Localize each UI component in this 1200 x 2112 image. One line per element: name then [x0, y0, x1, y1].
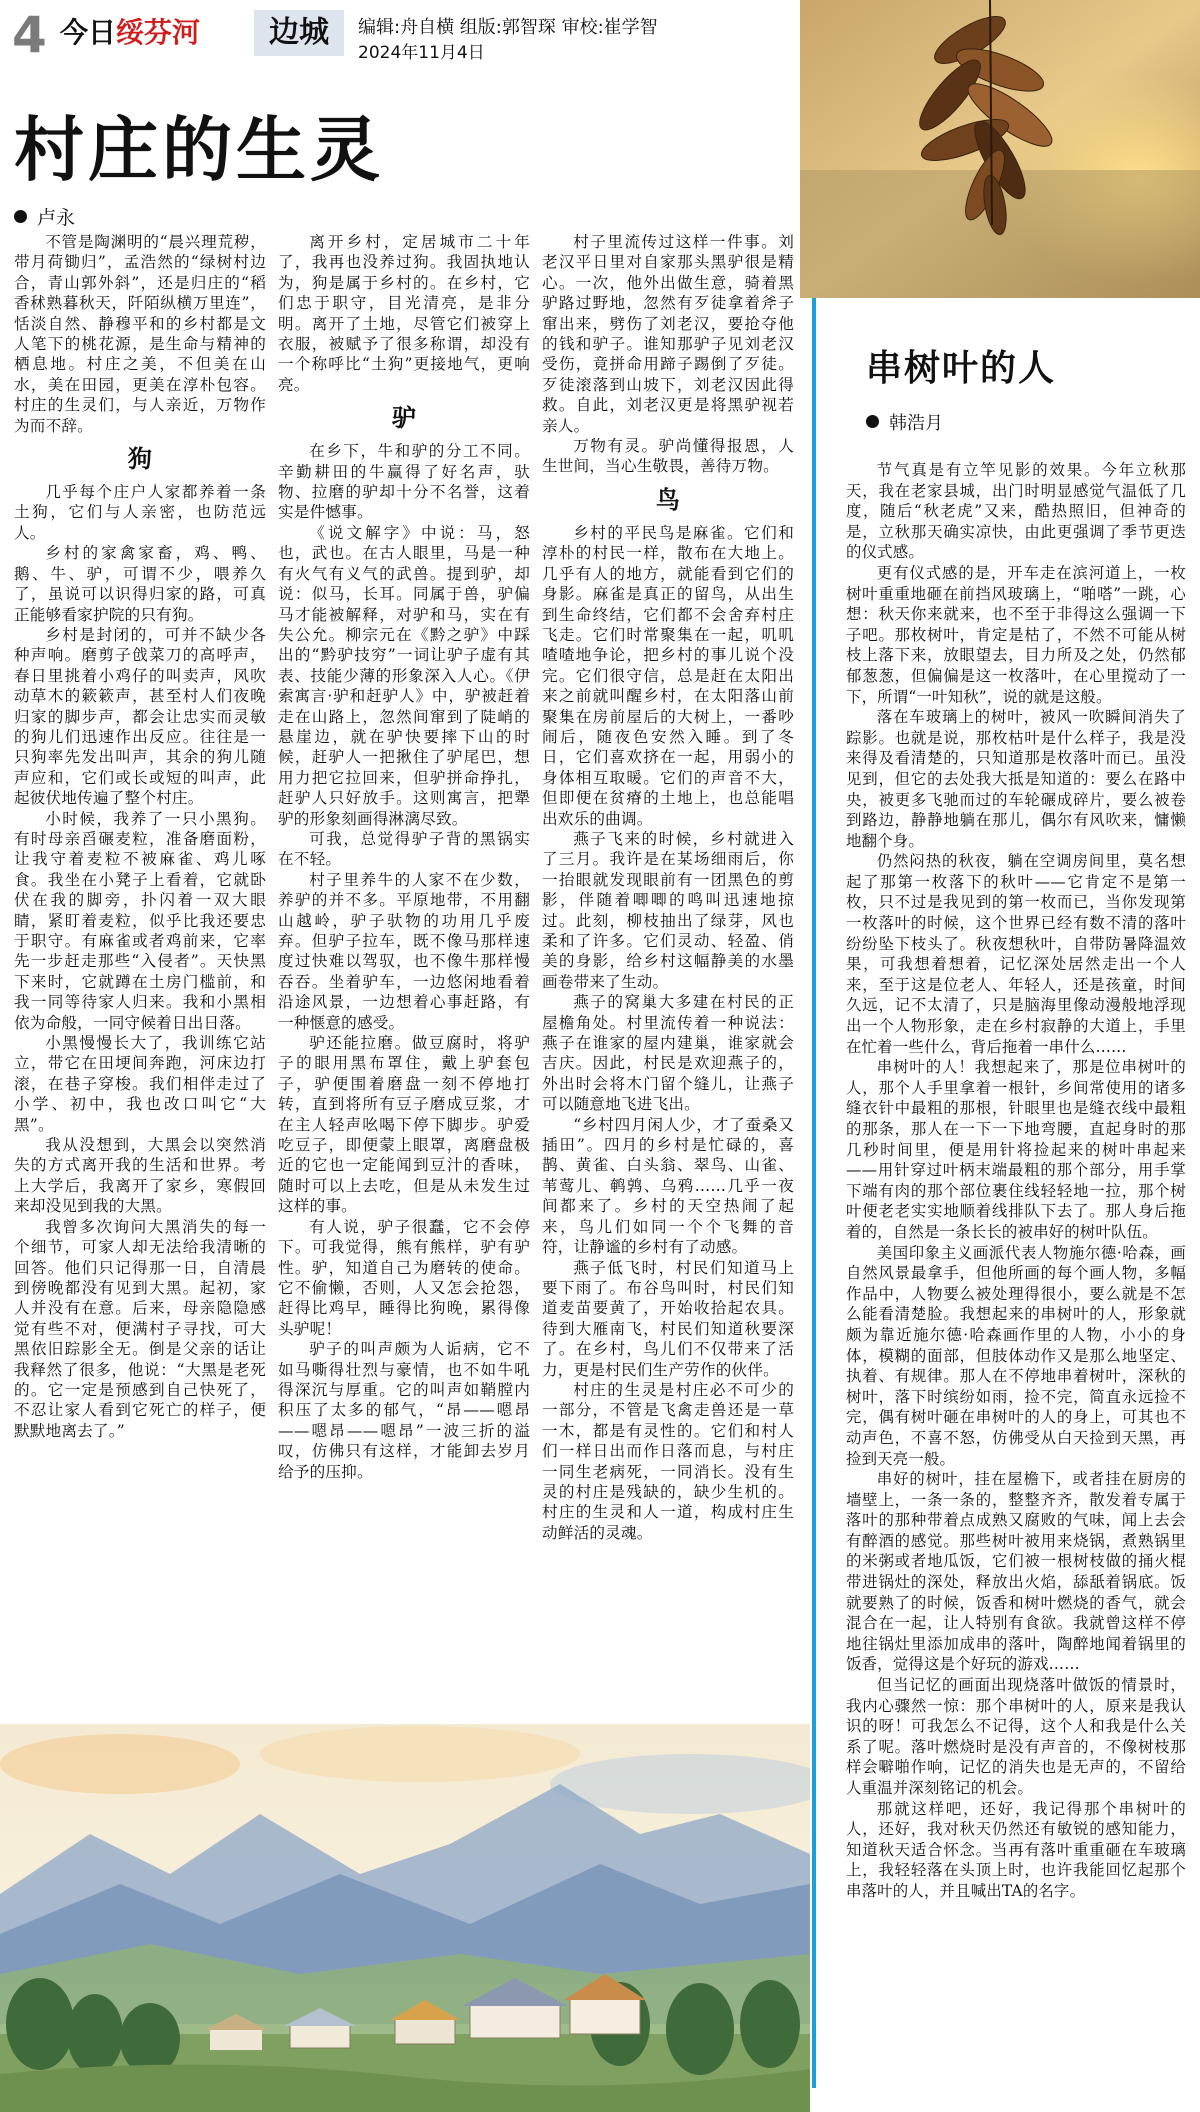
paragraph: 小时候，我养了一只小黑狗。有时母亲舀碾麦粒，准备磨面粉，让我守着麦粒不被麻雀、鸡儿啄食。我坐在小凳子上看着，它就卧伏在我的脚旁，扑闪着一双大眼睛，紧盯着麦粒，似乎比我还要忠于职守。有麻雀或者鸡前来，它率先一步赶走那些“入侵者”。天快黑下来时，它就蹲在土房门槛前，和我一同等待家人归来。我和小黑相依为命般，一同守候着日出日落。 — [14, 809, 266, 1032]
paragraph: 串好的树叶，挂在屋檐下，或者挂在厨房的墙壁上，一条一条的，整整齐齐，散发着专属于落叶的那种带着点成熟又腐败的气味，闻上去会有醉酒的感觉。那些树叶被用来烧锅，煮熟锅里的米粥或者地瓜饭，它们被一根树枝做的捅火棍带进锅灶的深处，释放出火焰，舔舐着锅底。饭就要熟了的时候，饭香和树叶燃烧的香气，就会混合在一起，让人特别有食欲。我就曾这样不停地往锅灶里添加成串的落叶，陶醉地闻着锅里的饭香，觉得这是个好玩的游戏…… — [846, 1470, 1186, 1674]
village-watercolor-painting — [0, 1724, 810, 2112]
section-name: 边城 — [254, 10, 344, 56]
paragraph: 燕子飞来的时候，乡村就进入了三月。我许是在某场细雨后，你一抬眼就发现眼前有一团黑色的剪影，伴随着唧唧的鸣叫迅速地掠过。此刻，柳枝抽出了绿芽，风也柔和了许多。它们灵动、轻盈、俏美的身影，给乡村这幅静美的水墨画卷带来了生动。 — [542, 829, 794, 991]
paragraph: 那就这样吧，还好，我记得那个串树叶的人，还好，我对秋天仍然还有敏锐的感知能力，知道秋天适合怀念。当再有落叶重重砸在车玻璃上，我轻轻落在头顶上时，也许我能回忆起那个串落叶的人，并且喊出TA的名字。 — [846, 1799, 1186, 1900]
paragraph: 在乡下，牛和驴的分工不同。辛勤耕田的牛赢得了好名声，驮物、拉磨的驴却十分不名誉，这着实是件憾事。 — [278, 442, 530, 522]
paragraph: 可我，总觉得驴子背的黑锅实在不轻。 — [278, 829, 530, 869]
paragraph: 但当记忆的画面出现烧落叶做饭的情景时，我内心骤然一惊：那个串树叶的人，原来是我认识的呀！可我怎么不记得，这个人和我是什么关系了呢。落叶燃烧时是没有声音的，不像树枝那样会噼啪作响，记忆的消失也是无声的，不留给人重温并深刻铭记的机会。 — [846, 1676, 1186, 1797]
paragraph: 村子里养牛的人家不在少数，养驴的并不多。平原地带，不用翻山越岭，驴子驮物的功用几乎废弃。但驴子拉车，既不像马那样速度过快难以驾驭，也不像牛那样慢吞吞。坐着驴车，一边悠闲地看着沿途风景，一边想着心事赶路，有一种惬意的感受。 — [278, 870, 530, 1032]
bullet-dot — [14, 210, 27, 223]
hanging-leaves-photo — [800, 0, 1200, 298]
section-heading-donkey: 驴 — [391, 404, 417, 433]
article1-column-3 — [542, 232, 794, 1712]
paragraph: 乡村的家禽家畜，鸡、鸭、鹅、牛、驴，可谓不少，喂养久了，虽说可以识得归家的路，可真正能够看家护院的只有狗。 — [14, 544, 266, 624]
article1-intro: 不管是陶渊明的“晨兴理荒秽，带月荷锄归”，孟浩然的“绿树村边合，青山郭外斜”，还是归庄的“稻香秫熟暮秋天，阡陌纵横万里连”，恬淡自然、静穆平和的乡村都是文人笔下的桃花源，是生命与精神的栖息地。村庄之美，不但美在山水，美在田园，更美在淳朴包容。村庄的生灵们，与人亲近，万物作为而不辞。 — [14, 233, 266, 435]
paragraph: 乡村是封闭的，可并不缺少各种声响。磨剪子戗菜刀的高呼声，春日里挑着小鸡仔的叫卖声，风吹动草木的簌簌声，甚至村人们夜晚归家的脚步声，都会让忠实而灵敏的狗儿们迅速作出反应。往往是一只狗率先发出叫声，其余的狗儿随声应和，它们或长或短的叫声，此起彼伏地传遍了整个村庄。 — [14, 625, 266, 808]
paragraph: 仍然闷热的秋夜，躺在空调房间里，莫名想起了那第一枚落下的秋叶——它肯定不是第一枚，只不过是我见到的第一枚而已，当你发现第一枚落叶的时候，这个世界已经有数不清的落叶纷纷坠下枝头了。秋夜想秋叶，自带防暑降温效果，可我想着想着，记忆深处居然走出一个人来，至于这是位老人、年轻人，还是孩童，时间久远，记不太清了，只是脑海里像动漫般地浮现出一个人物形象，走在乡村寂静的大道上，手里在忙着一些什么，背后拖着一串什么…… — [846, 852, 1186, 1056]
article1-byline — [14, 206, 75, 230]
paragraph: 燕子低飞时，村民们知道马上要下雨了。布谷鸟叫时，村民们知道麦苗要黄了，开始收拾起农具。待到大雁南飞，村民们知道秋要深了。在乡村，鸟儿们不仅带来了活力，更是村民们生产劳作的伙伴。 — [542, 1258, 794, 1379]
editor-credits: 编辑:舟自横 组版:郭智琛 审校:崔学智 — [358, 17, 658, 38]
paragraph: 乡村的平民鸟是麻雀。它们和淳朴的村民一样，散布在大地上。几乎有人的地方，就能看到它们的身影。麻雀是真正的留鸟，从出生到生命终结，它们都不会舍弃村庄飞走。它们时常聚集在一起，叽叽喳喳地争论，把乡村的事儿说个没完。它们很守信，总是赶在太阳出来之前就叫醒乡村，在太阳落山前聚集在房前屋后的大树上，一番吵闹后，随夜色安然入睡。到了冬日，它们喜欢挤在一起，用弱小的身体相互取暖。它们的声音不大，但即便在贫瘠的土地上，也总能唱出欢乐的曲调。 — [542, 523, 794, 828]
paragraph: 万物有灵。驴尚懂得报恩，人生世间，当心生敬畏，善待万物。 — [542, 437, 794, 476]
hanging-leaves-illustration — [800, 0, 1200, 298]
article2-column — [846, 460, 1186, 2106]
article2-title: 串树叶的人 — [866, 347, 1057, 389]
article1-column-1 — [14, 232, 266, 1712]
village-landscape-illustration — [0, 1724, 810, 2112]
paragraph: 《说文解字》中说：马，怒也，武也。在古人眼里，马是一种有火气有义气的武兽。提到驴，却说：似马，长耳。同属于兽，驴偏马才能被解释，对驴和马，实在有失公允。柳宗元在《黔之驴》中踩出的“黔驴技穷”一词让驴子虚有其表、技能少薄的形象深入人心。《伊索寓言·驴和赶驴人》中，驴被赶着走在山路上，忽然间窜到了陡峭的悬崖边，就在驴快要摔下山的时候，赶驴人一把揪住了驴尾巴，想用力把它拉回来，但驴拼命挣扎，赶驴人只好放手。这则寓言，把犟驴的形象刻画得淋漓尽致。 — [278, 523, 530, 828]
paragraph: 有人说，驴子很蠢，它不会停下。可我觉得，熊有熊样，驴有驴性。驴，知道自己为磨转的使命。它不偷懒，否则，人又怎会抢怨，赶得比鸡早，睡得比狗晚，累得像头驴呢！ — [278, 1217, 530, 1338]
paragraph: 我从没想到，大黑会以突然消失的方式离开我的生活和世界。考上大学后，我离开了家乡，寒假回来却没见到我的大黑。 — [14, 1136, 266, 1216]
paragraph: 落在车玻璃上的树叶，被风一吹瞬间消失了踪影。也就是说，那枚枯叶是什么样子，我是没来得及看清楚的，只知道那是枚落叶而已。虽没见到，但它的去处我大抵是知道的：要么在路中央，被更多飞驰而过的车轮碾成碎片，要么被卷到路边，静静地躺在那儿，偶尔有风吹来，慵懒地翻个身。 — [846, 708, 1186, 850]
paragraph: 节气真是有立竿见影的效果。今年立秋那天，我在老家县城，出门时明显感觉气温低了几度，随后“秋老虎”又来，酷热照旧，但神奇的是，立秋那天确实凉快，由此更强调了季节更迭的仪式感。 — [846, 461, 1186, 562]
paragraph: 村子里流传过这样一件事。刘老汉平日里对自家那头黑驴很是精心。一次，他外出做生意，骑着黑驴路过野地，忽然有歹徒拿着斧子窜出来，劈伤了刘老汉，要抢夺他的钱和驴子。谁知那驴子见刘老汉受伤，竟拼命用蹄子踢倒了歹徒。歹徒滚落到山坡下，刘老汉因此得救。自此，刘老汉更是将黑驴视若亲人。 — [542, 233, 794, 435]
article1-column-2 — [278, 232, 530, 1712]
paragraph: 几乎每个庄户人家都养着一条土狗，它们与人亲密，也防范远人。 — [14, 483, 266, 542]
column-divider — [812, 298, 816, 2088]
newspaper-name-part1: 今日 — [60, 16, 117, 49]
article1-title: 村庄的生灵 — [14, 108, 384, 191]
newspaper-name-part2: 绥芬河 — [116, 16, 201, 49]
bullet-dot — [866, 415, 879, 428]
paragraph: 驴子的叫声颇为人诟病，它不如马嘶得壮烈与豪情，也不如牛吼得深沉与厚重。它的叫声如鞘膛内积压了太多的郁气，“昂——嗯昂——嗯昂——嗯昂”一波三折的溢叹，仿佛只有这样，才能卸去岁月给予的压抑。 — [278, 1340, 530, 1481]
paragraph: 燕子的窝巢大多建在村民的正屋檐角处。村里流传着一种说法：燕子在谁家的屋内建巢，谁家就会吉庆。因此，村民是欢迎燕子的，外出时会将木门留个缝儿，让燕子可以随意地飞进飞出。 — [542, 993, 794, 1114]
article1-author: 卢永 — [37, 207, 76, 229]
paragraph: 小黑慢慢长大了，我训练它站立，带它在田埂间奔跑，河床边打滚，在巷子穿梭。我们相伴走过了小学、初中，我也改口叫它“大黑”。 — [14, 1034, 266, 1134]
issue-date: 2024年11月4日 — [358, 43, 485, 63]
page-number: 4 — [12, 6, 47, 64]
paragraph: 村庄的生灵是村庄必不可少的一部分，不管是飞禽走兽还是一草一木，都是有灵性的。它们和村人们一样日出而作日落而息，与村庄一同生老病死，一同消长。没有生灵的村庄是残缺的，缺少生机的。村庄的生灵和人一道，构成村庄生动鲜活的灵魂。 — [542, 1380, 794, 1542]
paragraph: 驴还能拉磨。做豆腐时，将驴子的眼用黑布罩住，戴上驴套包子，驴便围着磨盘一刻不停地打转，直到将所有豆子磨成豆浆，才在主人轻声吆喝下停下脚步。驴爱吃豆子，即便蒙上眼罩，离磨盘极近的它也一定能闻到豆汁的香味，随时可以上去吃，但是从未发生过这样的事。 — [278, 1034, 530, 1216]
section-heading-dog: 狗 — [127, 445, 153, 474]
masthead — [0, 0, 800, 80]
section-heading-bird: 鸟 — [655, 485, 681, 514]
paragraph: 离开乡村，定居城市二十年了，我再也没养过狗。我固执地认为，狗是属于乡村的。在乡村，它们忠于职守，目光清亮，是非分明。离开了土地，尽管它们被穿上衣服，被赋予了很多称谓，却没有一个称呼比“土狗”更接地气，更响亮。 — [278, 233, 530, 394]
paragraph: “乡村四月闲人少，才了蚕桑又插田”。四月的乡村是忙碌的，喜鹊、黄雀、白头翁、翠鸟、山雀、苇莺儿、鹌鹑、乌鸦……几乎一夜间都来了。乡村的天空热闹了起来，鸟儿们如同一个个飞舞的音符，让静谧的乡村有了动感。 — [542, 1115, 794, 1257]
newspaper-name — [60, 16, 200, 50]
article2-author: 韩浩月 — [889, 413, 943, 434]
paragraph: 串树叶的人！我想起来了，那是位串树叶的人，那个人手里拿着一根针，乡间常使用的诸多缝衣针中最粗的那根，针眼里也是缝衣线中最粗的那条，那人在一下一下地弯腰，直起身时的那几秒时间里，便是用针将捡起来的树叶串起来——用针穿过叶柄末端最粗的那个部分，用手掌下端有肉的那个部位裹住线轻轻地一拉，那个树叶便老老实实地顺着线排队下去了。那人身后拖着的，自然是一条长长的被串好的树叶队伍。 — [846, 1058, 1186, 1241]
paragraph: 我曾多次询问大黑消失的每一个细节，可家人却无法给我清晰的回答。他们只记得那一日，自清晨到傍晚都没有见到大黑。起初，家人并没有在意。后来，母亲隐隐感觉有些不对，便满村子寻找，可大黑依旧踪影全无。倒是父亲的话让我释然了很多，他说：“大黑是老死的。它一定是预感到自己快死了，不忍让家人看到它死亡的样子，便默默地离去了。” — [14, 1217, 266, 1440]
article2-byline — [866, 412, 943, 436]
paragraph: 更有仪式感的是，开车走在滨河道上，一枚树叶重重地砸在前挡风玻璃上，“啪嗒”一跳，心想：秋天你来就来，也不至于非得这么强调一下子吧。那枚树叶，肯定是枯了，不然不可能从树枝上落下来，放眼望去，目力所及之处，仍然郁郁葱葱，但偏偏是这一枚落叶，在心里搅动了一下，所谓“一叶知秋”，说的就是这般。 — [846, 563, 1186, 706]
paragraph: 美国印象主义画派代表人物施尔德·哈森，画自然风景最拿手，但他所画的每个画人物，多幅作品中，人物要么被处理得很小，要么就是不怎么能看清楚脸。我想起来的串树叶的人，形象就颇为靠近施尔德·哈森画作里的人物，小小的身体，模糊的面部，但肢体动作又是那么地坚定、执着、有规律。那人在不停地串着树叶，深秋的树叶，落下时缤纷如雨，捡不完，简直永远捡不完，偶有树叶砸在串树叶的人的身上，可其也不动声色，不喜不怒，仿佛受从白天捡到天黑，再捡到天亮一般。 — [846, 1243, 1186, 1468]
